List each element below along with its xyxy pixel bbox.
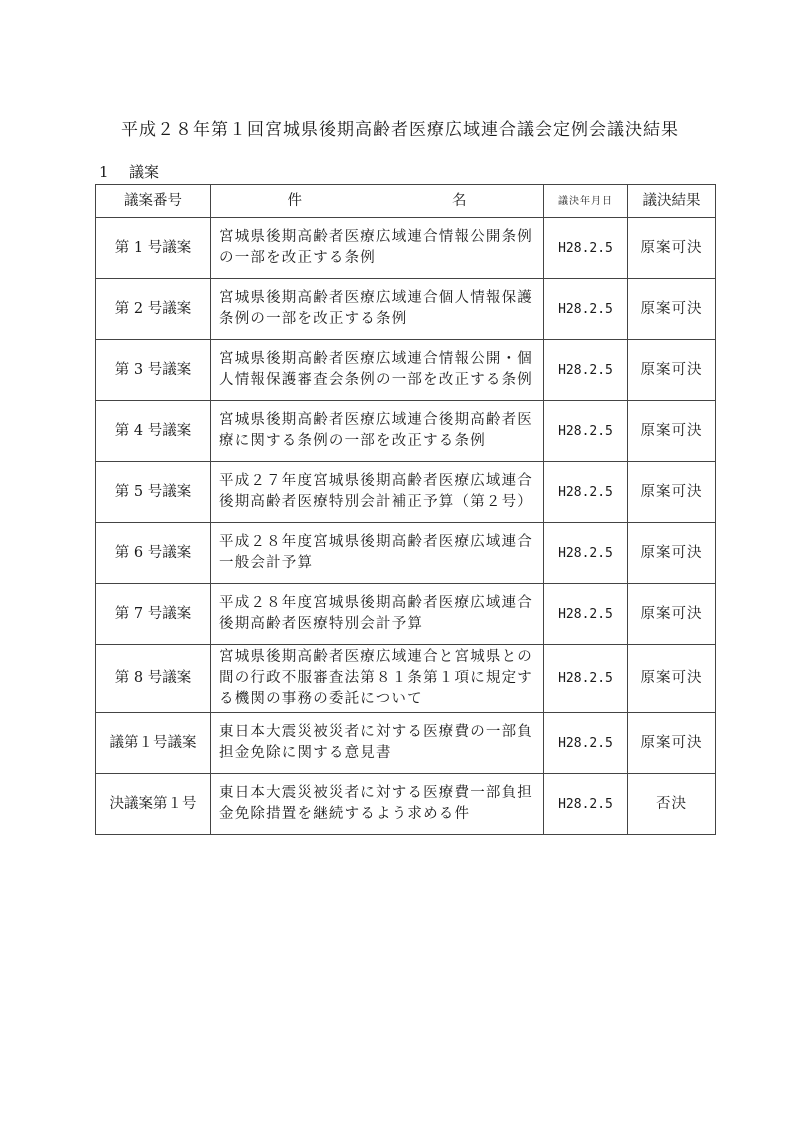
row-title-line: 平成２７年度宮城県後期高齢者医療広域連合 [219,473,533,489]
header-date: 議決年月日 [544,185,628,218]
row-result: 原案可決 [628,584,716,645]
table-row [96,218,716,279]
row-result: 原案可決 [628,523,716,584]
row-title-line: 人情報保護審査会条例の一部を改正する条例 [219,372,533,388]
header-title-left: 件 [287,192,302,209]
table-row [96,523,716,584]
table-row [96,279,716,340]
table-row [96,462,716,523]
row-title [211,401,544,462]
row-title-line: 療に関する条例の一部を改正する条例 [219,433,486,449]
row-date: H28.2.5 [544,462,628,523]
row-date: H28.2.5 [544,218,628,279]
row-title-line: 平成２８年度宮城県後期高齢者医療広域連合 [219,534,533,550]
row-title-line: 宮城県後期高齢者医療広域連合情報公開・個 [219,351,533,367]
row-title-line: 後期高齢者医療特別会計補正予算（第２号） [219,494,533,510]
row-title-line: 宮城県後期高齢者医療広域連合個人情報保護 [219,290,533,306]
row-number: 議第１号議案 [96,713,211,774]
row-title-line: 一般会計予算 [219,555,314,571]
row-result: 原案可決 [628,401,716,462]
row-title-line: の一部を改正する条例 [219,250,376,266]
table-row [96,340,716,401]
table-row [96,774,716,835]
section-title: 議案 [129,163,160,181]
row-date: H28.2.5 [544,713,628,774]
row-result: 原案可決 [628,340,716,401]
row-date: H28.2.5 [544,584,628,645]
row-date: H28.2.5 [544,279,628,340]
row-date: H28.2.5 [544,523,628,584]
row-title-line: 宮城県後期高齢者医療広域連合情報公開条例 [219,229,533,245]
row-title [211,645,544,713]
document-title: 平成２８年第１回宮城県後期高齢者医療広域連合議会定例会議決結果 [121,120,679,140]
row-number: 第 4 号議案 [96,401,211,462]
row-date: H28.2.5 [544,340,628,401]
row-title [211,523,544,584]
row-title-line: 金免除措置を継続するよう求める件 [219,806,471,822]
row-title [211,340,544,401]
row-title-line: 宮城県後期高齢者医療広域連合と宮城県との [219,649,533,665]
row-date: H28.2.5 [544,401,628,462]
header-title-right: 名 [452,192,467,209]
header-result: 議決結果 [628,185,716,218]
row-number: 第 2 号議案 [96,279,211,340]
row-title-line: 担金免除に関する意見書 [219,745,392,761]
row-title [211,713,544,774]
row-title-line: る機関の事務の委託について [219,691,423,707]
row-number: 第 5 号議案 [96,462,211,523]
row-title [211,774,544,835]
row-title-line: 東日本大震災被災者に対する医療費一部負担 [219,785,533,801]
row-number: 第 6 号議案 [96,523,211,584]
row-title-line: 後期高齢者医療特別会計予算 [219,616,424,632]
row-result: 原案可決 [628,713,716,774]
row-number: 第 7 号議案 [96,584,211,645]
row-title-line: 宮城県後期高齢者医療広域連合後期高齢者医 [219,412,533,428]
row-title [211,584,544,645]
row-result: 否決 [628,774,716,835]
table-header-row [96,185,716,218]
table-row [96,713,716,774]
table-row [96,645,716,713]
row-title-line: 間の行政不服審査法第８１条第１項に規定す [219,670,533,686]
table-row [96,401,716,462]
section-number: 1 [99,163,109,181]
header-number: 議案番号 [96,185,211,218]
table-row [96,584,716,645]
header-title [211,185,544,218]
section-heading [99,161,159,182]
row-title-line: 平成２８年度宮城県後期高齢者医療広域連合 [219,595,533,611]
row-number: 第 8 号議案 [96,645,211,713]
row-title [211,218,544,279]
row-result: 原案可決 [628,645,716,713]
row-result: 原案可決 [628,279,716,340]
row-result: 原案可決 [628,462,716,523]
resolutions-table [95,184,716,835]
row-title-line: 条例の一部を改正する条例 [219,311,408,327]
row-result: 原案可決 [628,218,716,279]
row-date: H28.2.5 [544,774,628,835]
row-title [211,462,544,523]
row-number: 第 1 号議案 [96,218,211,279]
row-number: 第 3 号議案 [96,340,211,401]
row-date: H28.2.5 [544,645,628,713]
row-title [211,279,544,340]
row-title-line: 東日本大震災被災者に対する医療費の一部負 [219,724,533,740]
row-number: 決議案第１号 [96,774,211,835]
